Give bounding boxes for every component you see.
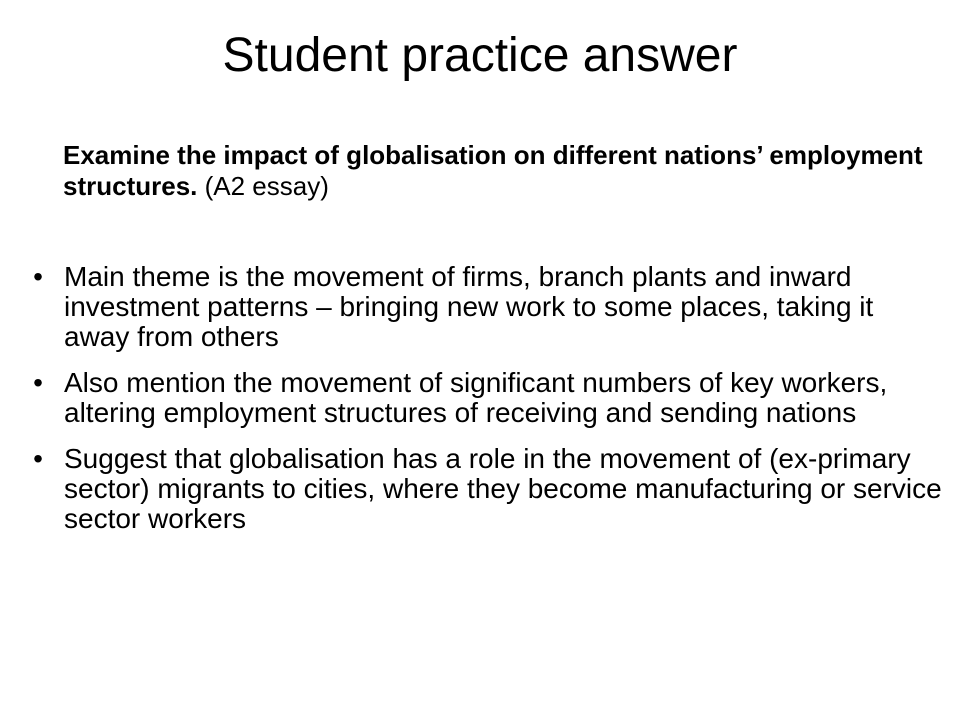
bullet-text: Suggest that globalisation has a role in the movement of (ex-primary sector) migrants to cities, where they become manufacturing or service sector workers: [64, 443, 942, 534]
bullet-text: Main theme is the movement of firms, branch plants and inward investment patterns – bringing new work to some places, taking it away from others: [64, 261, 874, 352]
slide-title: Student practice answer: [222, 29, 738, 82]
essay-question: [63, 140, 923, 202]
bullet-item: [26, 368, 946, 428]
bullet-icon: •: [33, 261, 43, 292]
answer-bullet-list: [26, 262, 946, 550]
bullet-icon: •: [33, 367, 43, 398]
bullet-item: [26, 262, 946, 352]
bullet-item: [26, 444, 946, 534]
question-type: (A2 essay): [204, 171, 329, 201]
question-text: Examine the impact of globalisation on different nations’ employment structures.: [63, 140, 923, 201]
bullet-text: Also mention the movement of significant numbers of key workers, altering employment structures of receiving and sending nations: [64, 367, 888, 428]
bullet-icon: •: [33, 443, 43, 474]
